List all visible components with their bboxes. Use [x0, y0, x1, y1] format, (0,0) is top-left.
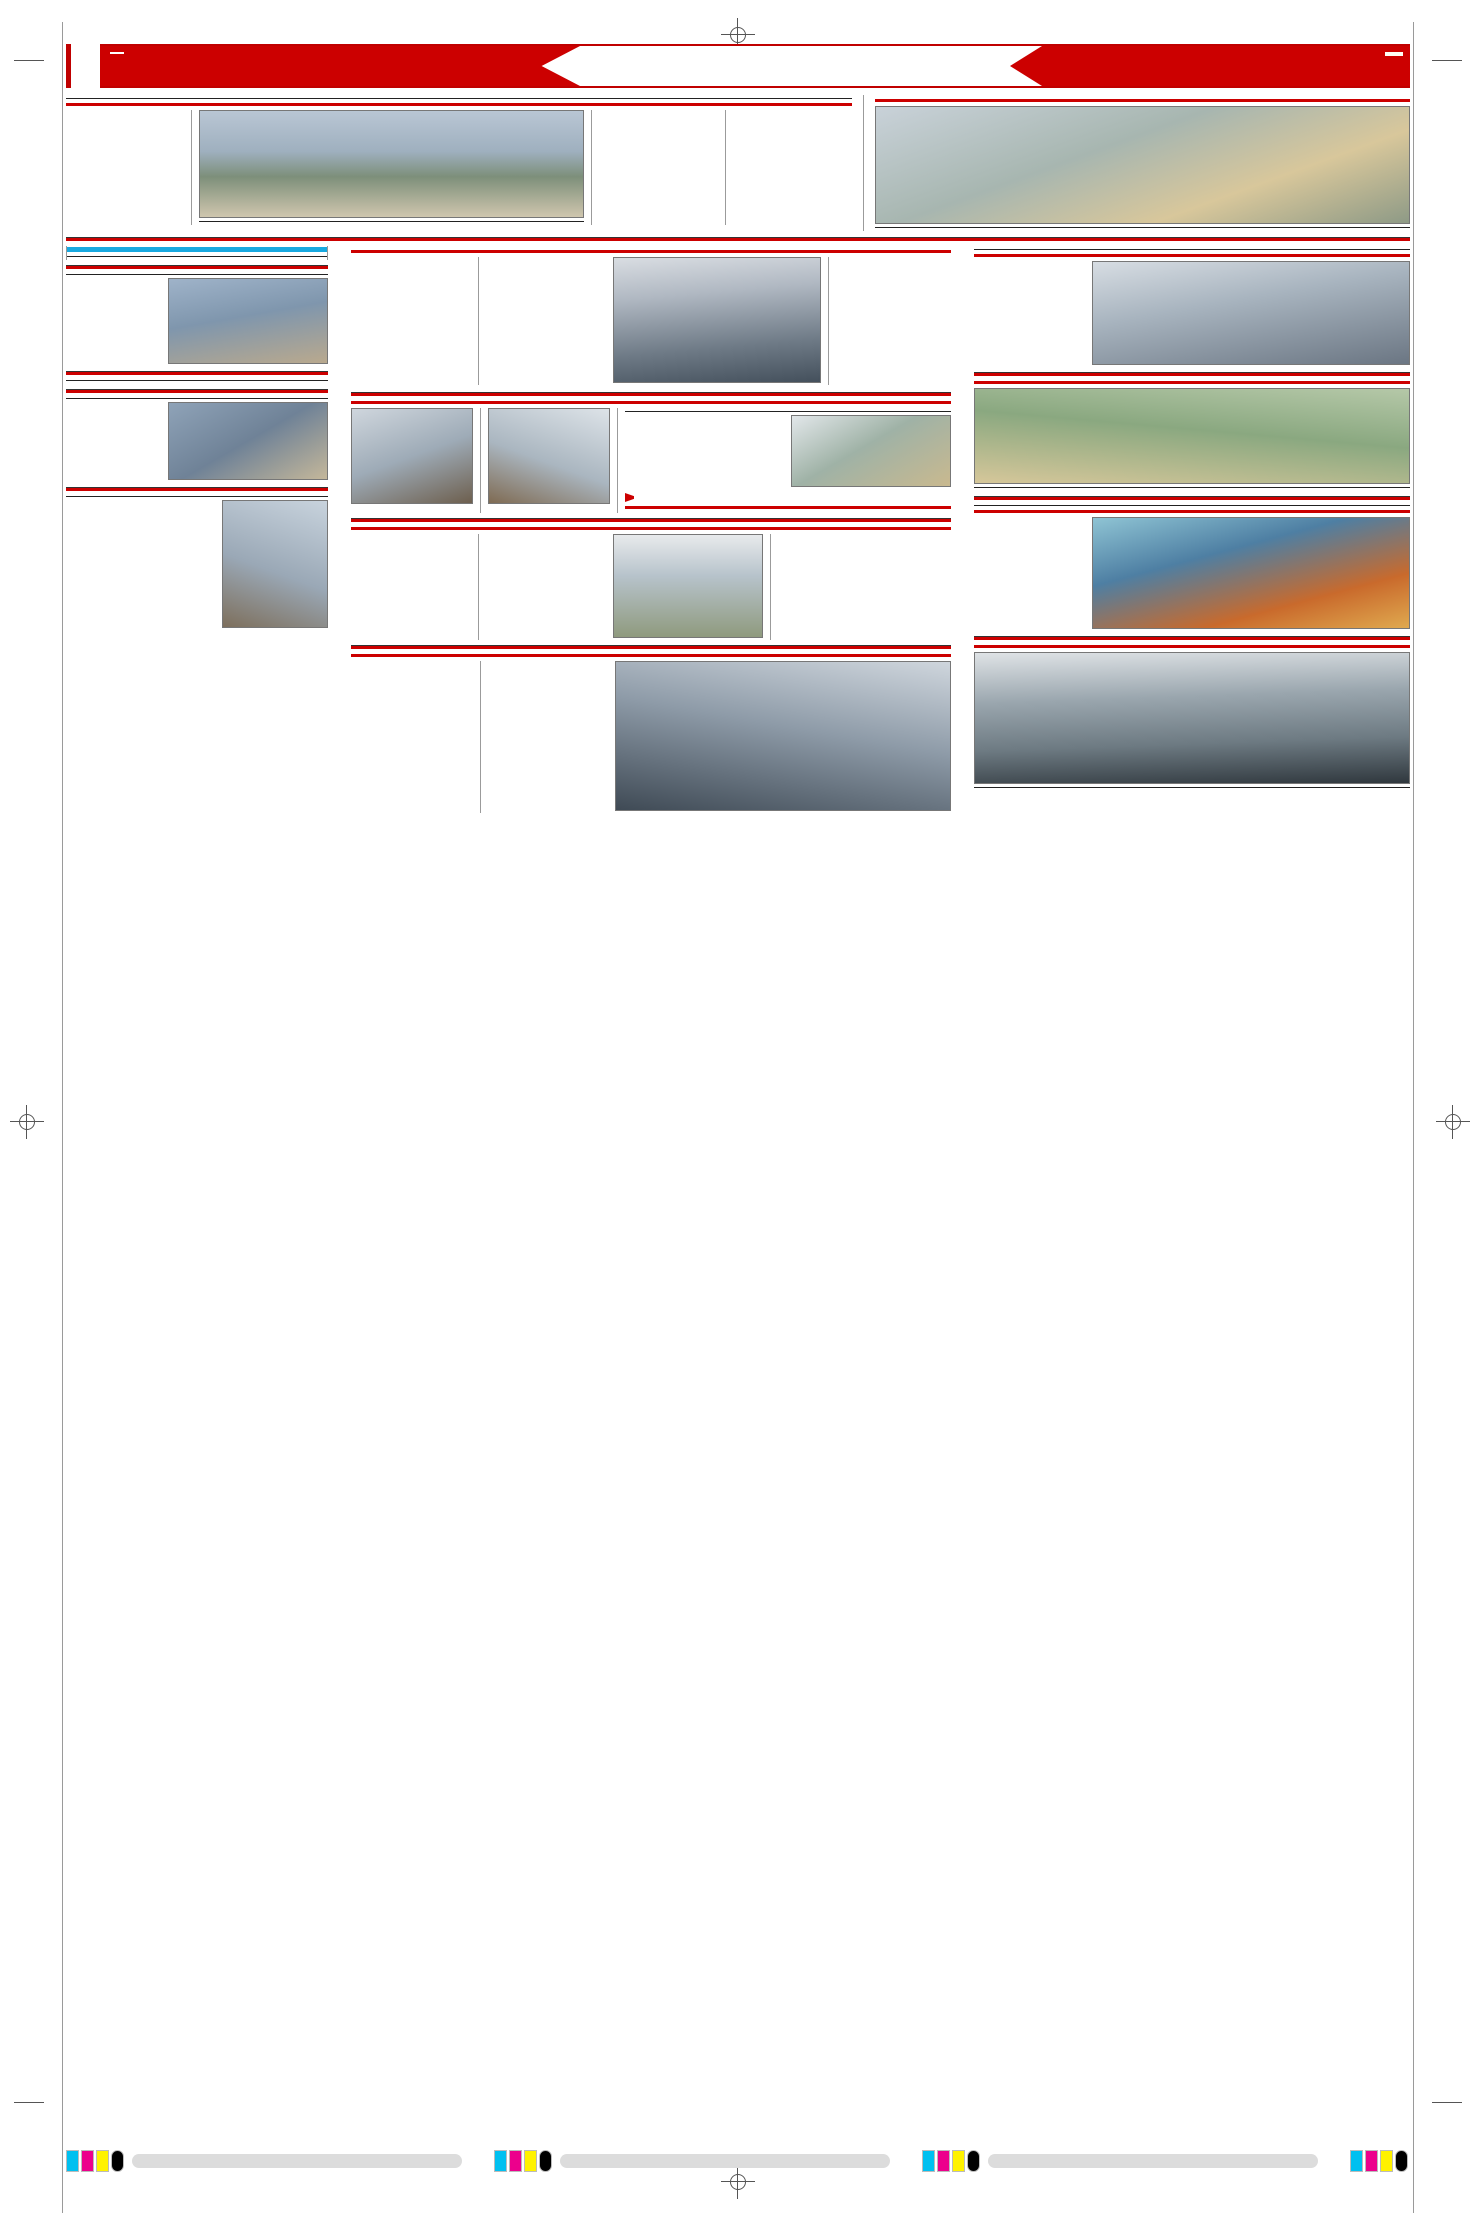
masthead [66, 44, 1410, 88]
grey-balance-bar [988, 2154, 1318, 2168]
top-right-story [875, 95, 1410, 231]
left-rail [66, 246, 328, 628]
cmyk-group-4 [1350, 2150, 1410, 2172]
left-story-4-photo [222, 500, 328, 628]
center-story-2 [351, 401, 951, 513]
magenta-swatch [937, 2150, 950, 2172]
red-arrow-bullet-icon [625, 493, 634, 502]
top-right-photo [875, 106, 1410, 224]
registration-mark-left [10, 1105, 44, 1139]
yellow-swatch [1380, 2150, 1393, 2172]
bullet-item [625, 492, 951, 502]
lead-photo [199, 110, 584, 218]
cmyk-control-strip [66, 2149, 1410, 2173]
lead-photo-block [199, 110, 584, 225]
magenta-swatch [81, 2150, 94, 2172]
top-zone-separator [66, 237, 1410, 241]
right-story-2 [974, 381, 1410, 491]
cyan-swatch [494, 2150, 507, 2172]
lead-rule [66, 98, 852, 99]
top-zone [66, 95, 1410, 231]
ik-nazar-box [66, 246, 328, 260]
page-folio-number [66, 44, 100, 88]
magenta-swatch [1365, 2150, 1378, 2172]
lead-column-6 [733, 110, 852, 225]
right-story-3 [974, 505, 1410, 631]
masthead-red-left-shape [100, 46, 580, 86]
cyan-swatch [66, 2150, 79, 2172]
tgb-photo [791, 415, 951, 487]
right-story-1-photo [1092, 261, 1410, 365]
lead-column-5 [599, 110, 718, 225]
left-story-3 [66, 398, 328, 482]
cyan-swatch [1350, 2150, 1363, 2172]
registration-mark-right [1436, 1105, 1470, 1139]
left-story-1 [66, 274, 328, 366]
center-story-1-photo [613, 257, 821, 383]
black-swatch [539, 2150, 552, 2172]
top-right-rule [875, 99, 1410, 102]
lead-columns [66, 110, 852, 225]
center-story-1 [351, 250, 951, 387]
black-swatch [111, 2150, 124, 2172]
black-swatch [967, 2150, 980, 2172]
left-story-2 [66, 380, 328, 384]
tgb-bullet-list [625, 492, 951, 502]
cmyk-group-3 [922, 2150, 1318, 2172]
black-swatch [1395, 2150, 1408, 2172]
masthead-date [1384, 51, 1404, 57]
center-story-3-photo [613, 534, 763, 638]
grey-balance-bar [132, 2154, 462, 2168]
center-story-4-photo [615, 661, 951, 811]
right-rail [974, 246, 1410, 791]
right-story-4 [974, 645, 1410, 791]
left-story-3-photo [168, 402, 328, 480]
crop-tick-right-top [1432, 60, 1462, 61]
ik-nazar-bar-label [67, 246, 327, 252]
left-story-1-photo [168, 278, 328, 364]
left-story-4 [66, 496, 328, 628]
cyan-swatch [922, 2150, 935, 2172]
lead-column-1 [66, 110, 184, 225]
magenta-swatch [509, 2150, 522, 2172]
masthead-bar [100, 44, 1410, 88]
yellow-swatch [96, 2150, 109, 2172]
yellow-swatch [524, 2150, 537, 2172]
lead-story [66, 95, 852, 231]
crop-tick-left-top [14, 60, 44, 61]
center-story-3 [351, 527, 951, 640]
center-story-2-photo-b [488, 408, 610, 504]
newspaper-page [66, 44, 1410, 2144]
masthead-brand [110, 52, 124, 54]
right-story-2-photo [974, 388, 1410, 484]
right-story-4-photo [974, 652, 1410, 784]
center-story-4 [351, 654, 951, 813]
right-story-1 [974, 249, 1410, 367]
lead-rule-red [66, 103, 852, 106]
yellow-swatch [952, 2150, 965, 2172]
masthead-red-right-shape [1010, 46, 1410, 86]
crop-tick-left-bottom [14, 2102, 44, 2103]
lower-zone [66, 246, 1410, 813]
center-story-2-photo-a [351, 408, 473, 504]
cmyk-group-1 [66, 2150, 462, 2172]
cmyk-group-2 [494, 2150, 890, 2172]
right-story-3-photo [1092, 517, 1410, 629]
center-rail [351, 246, 951, 813]
grey-balance-bar [560, 2154, 890, 2168]
crop-tick-right-bottom [1432, 2102, 1462, 2103]
